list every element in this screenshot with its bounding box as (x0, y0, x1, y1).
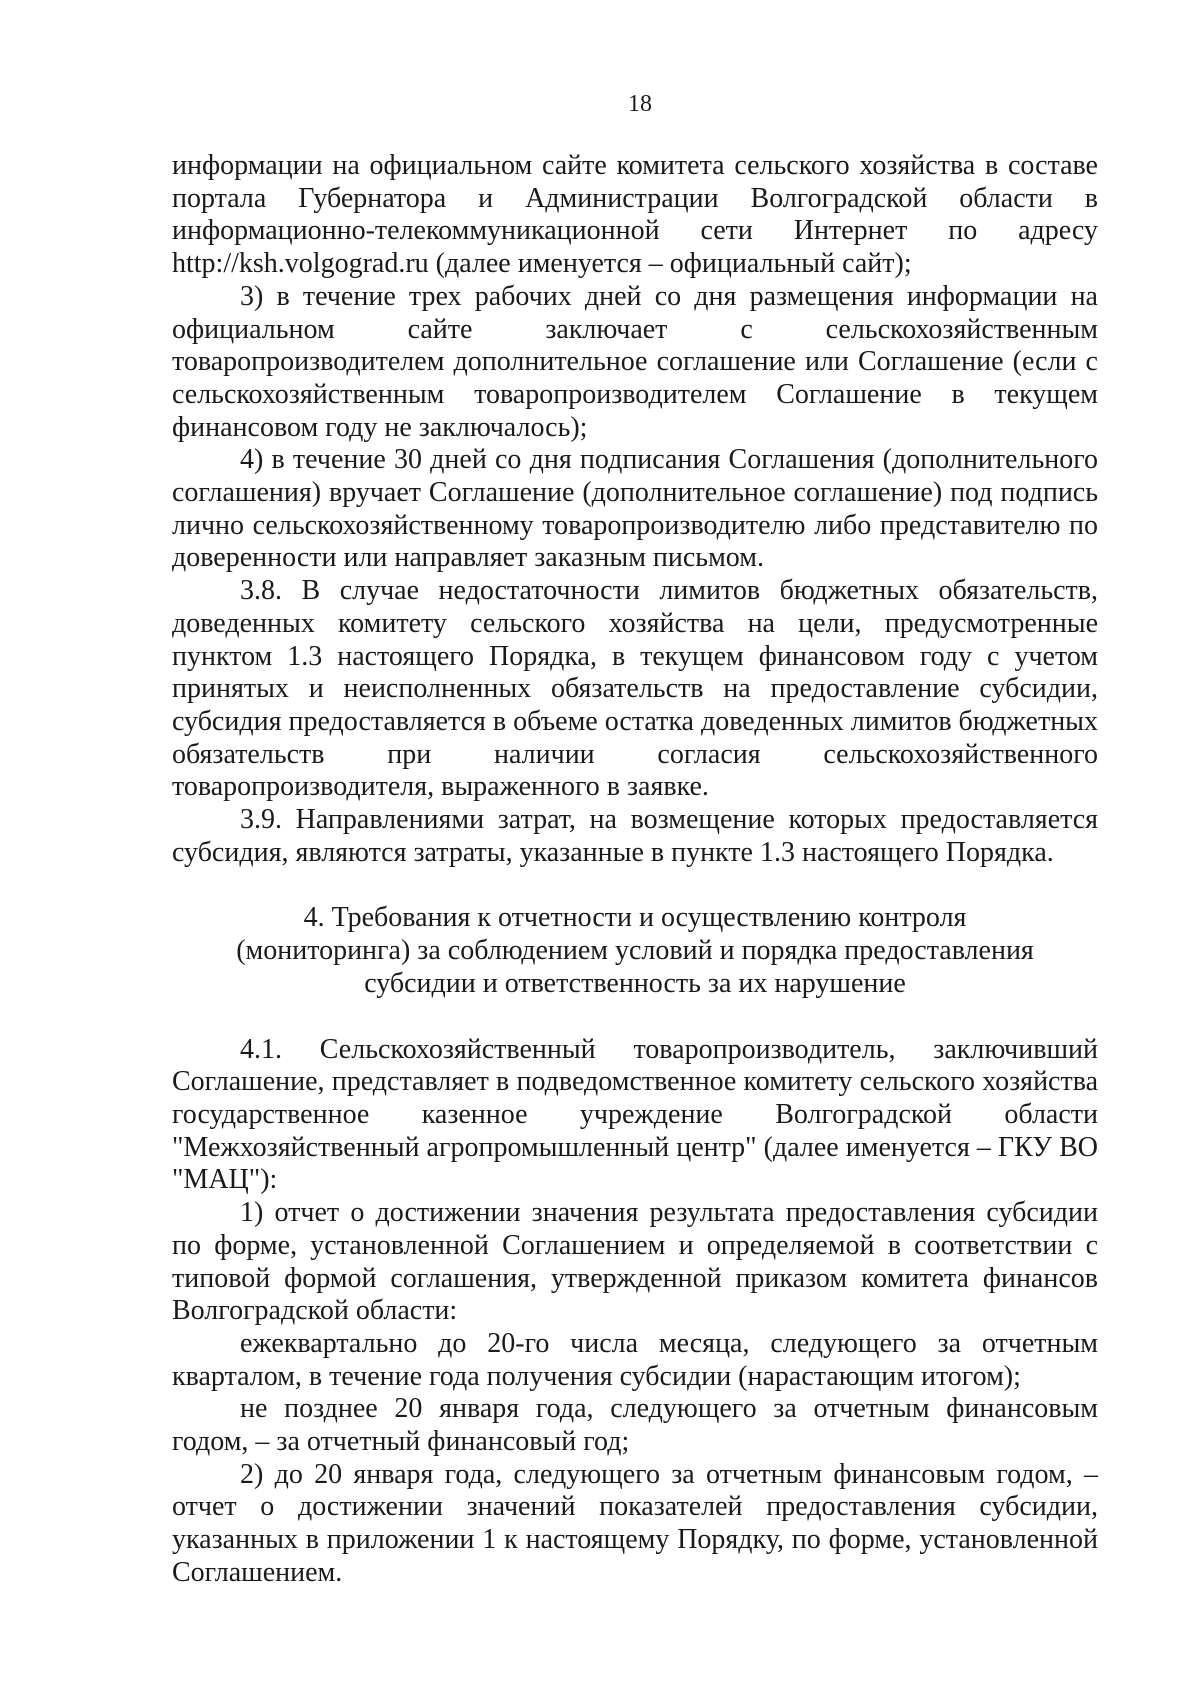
paragraph: 2) до 20 января года, следующего за отчетным финансовым годом, – отчет о достижении значений показателей предоставления субсидии, указанных в приложении 1 к настоящему Порядку, по форме, установленной Соглашением. (172, 1458, 1098, 1588)
section-heading-line: субсидии и ответственность за их нарушение (364, 967, 906, 999)
paragraph: 1) отчет о достижении значения результата предоставления субсидии по форме, установленной Соглашением и определяемой в соответствии с типовой формой соглашения, утвержденной приказом комитета финансов Волгоградской области: (172, 1197, 1098, 1327)
paragraph: 3.9. Направлениями затрат, на возмещение которых предоставляется субсидия, являются затраты, указанные в пункте 1.3 настоящего Порядка. (172, 804, 1098, 868)
page-number: 18 (628, 91, 652, 117)
paragraph: не позднее 20 января года, следующего за отчетным финансовым годом, – за отчетный финансовый год; (172, 1393, 1098, 1458)
paragraph: 3.8. В случае недостаточности лимитов бюджетных обязательств, доведенных комитету сельского хозяйства на цели, предусмотренные пунктом 1.3 настоящего Порядка, в текущем финансовом году с учетом принятых и неисполненных обязательств на предоставление субсидии, субсидия предоставляется в объеме остатка доведенных лимитов бюджетных обязательств при наличии согласия сельскохозяйственного товаропроизводителя, выраженного в заявке. (172, 575, 1098, 803)
section-heading-line: 4. Требования к отчетности и осуществлению контроля (303, 902, 967, 934)
section-heading (172, 902, 1098, 1000)
section-heading-line: (мониторинга) за соблюдением условий и порядка предоставления (236, 935, 1034, 967)
paragraph: ежеквартально до 20-го числа месяца, следующего за отчетным кварталом, в течение года получения субсидии (нарастающим итогом); (172, 1327, 1098, 1392)
document-body (172, 150, 1098, 1590)
paragraph: 4) в течение 30 дней со дня подписания Соглашения (дополнительного соглашения) вручает Соглашение (дополнительное соглашение) под подпись лично сельскохозяйственному товаропроизводителю либо представителю по доверенности или направляет заказным письмом. (172, 444, 1098, 574)
paragraph: 3) в течение трех рабочих дней со дня размещения информации на официальном сайте заключает с сельскохозяйственным товаропроизводителем дополнительное соглашение или Соглашение (если с сельскохозяйственным товаропроизводителем Соглашение в текущем финансовом году не заключалось); (172, 280, 1098, 443)
paragraph: информации на официальном сайте комитета сельского хозяйства в составе портала Губернатора и Администрации Волгоградской области в информационно-телекоммуникационной сети Интернет по адресу http://ksh.volgograd.ru (далее именуется – официальный сайт); (172, 150, 1098, 280)
paragraph: 4.1. Сельскохозяйственный товаропроизводитель, заключивший Соглашение, представляет в подведомственное комитету сельского хозяйства государственное казенное учреждение Волгоградской области "Межхозяйственный агропромышленный центр" (далее именуется – ГКУ ВО "МАЦ"): (172, 1033, 1098, 1196)
